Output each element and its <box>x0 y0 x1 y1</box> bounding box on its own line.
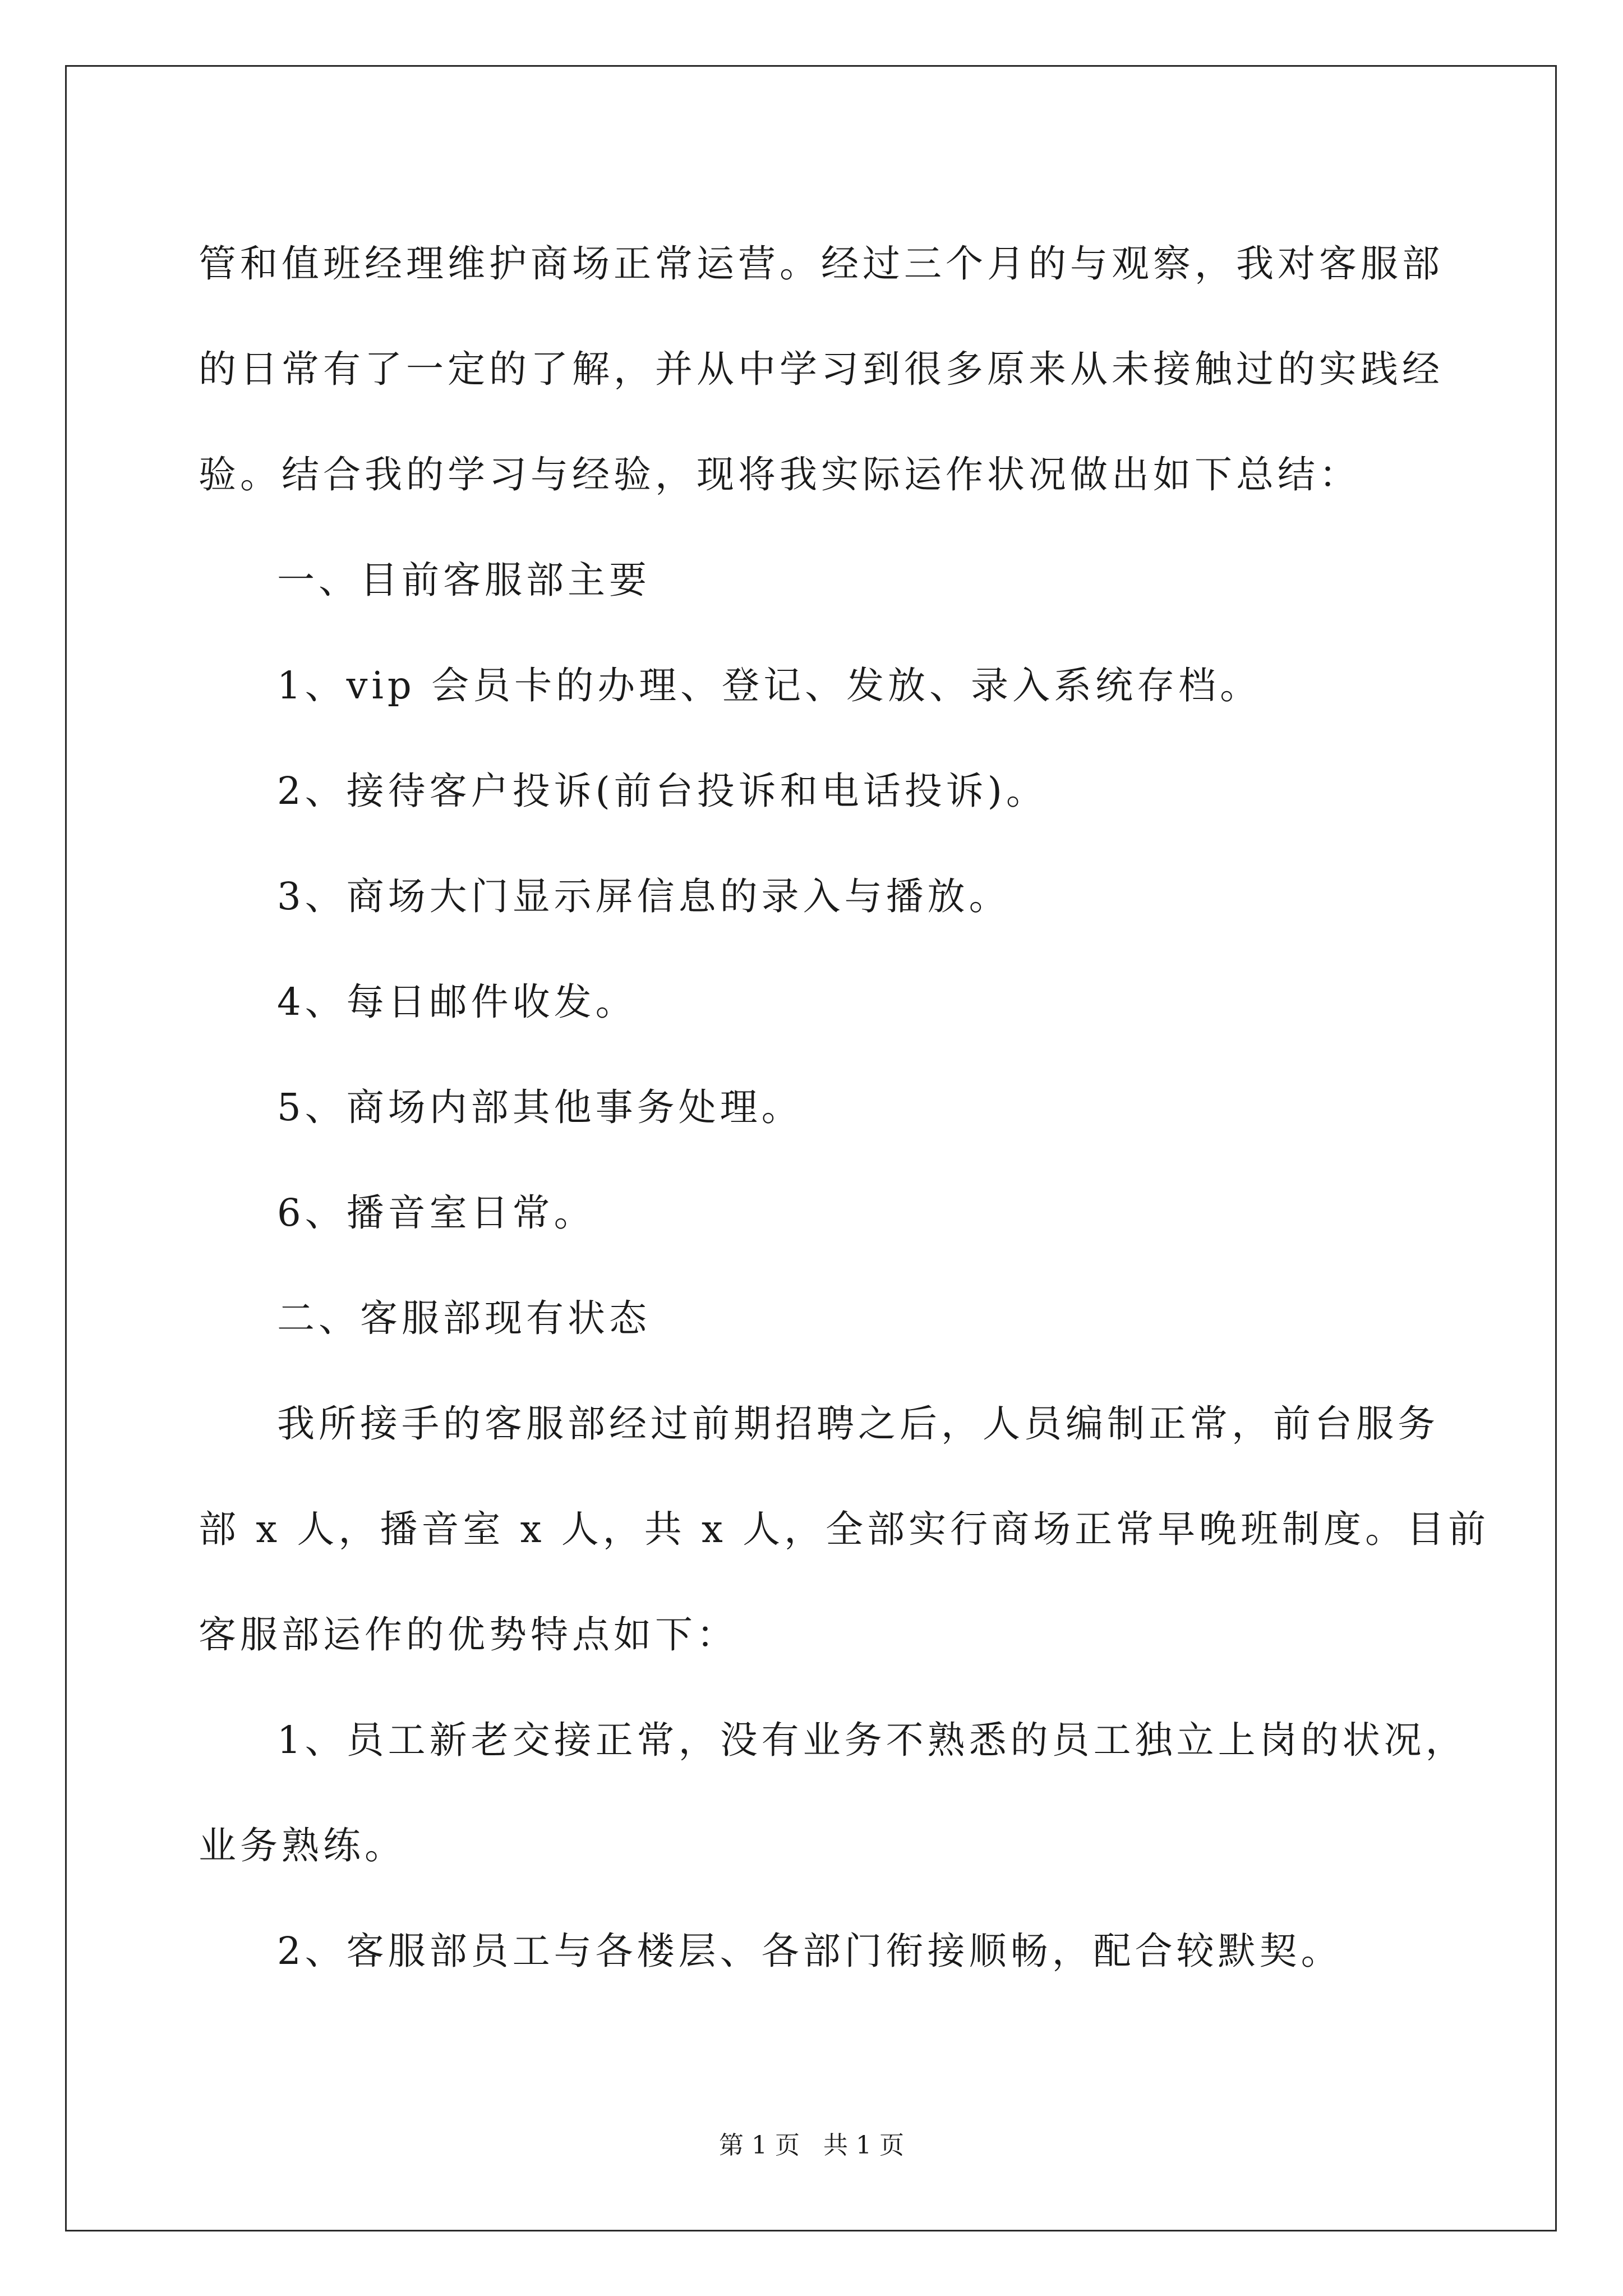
list-item: 5、商场内部其他事务处理。 <box>277 1085 803 1129</box>
section-heading-current-status: 二、客服部现有状态 <box>277 1296 651 1340</box>
list-item-multiline <box>199 1687 1467 1898</box>
paragraph-continuation <box>199 211 1444 527</box>
list-item: 2、客服部员工与各楼层、各部门衔接顺畅，配合较默契。 <box>277 1929 1343 1973</box>
list-item: 4、每日邮件收发。 <box>277 980 637 1024</box>
text-line: 我所接手的客服部经过前期招聘之后，人员编制正常，前台服务 <box>277 1402 1439 1446</box>
list-item: 2、接待客户投诉(前台投诉和电话投诉)。 <box>277 769 1048 813</box>
text-line: 管和值班经理维护商场正常运营。经过三个月的与观察，我对客服部 <box>199 242 1444 286</box>
section-heading-current-duties: 一、目前客服部主要 <box>277 558 651 602</box>
paragraph-staffing <box>199 1371 1490 1687</box>
document-body <box>199 211 1490 2004</box>
list-item: 3、商场大门显示屏信息的录入与播放。 <box>277 875 1011 918</box>
text-line: 业务熟练。 <box>199 1824 406 1867</box>
list-item: 1、vip 会员卡的办理、登记、发放、录入系统存档。 <box>277 664 1262 707</box>
text-line: 1、员工新老交接正常，没有业务不熟悉的员工独立上岗的状况， <box>277 1718 1467 1762</box>
text-line: 部 x 人，播音室 x 人，共 x 人，全部实行商场正常早晚班制度。目前 <box>199 1507 1490 1551</box>
text-line: 的日常有了一定的了解，并从中学习到很多原来从未接触过的实践经 <box>199 347 1444 391</box>
page-number-footer: 第 1 页 共 1 页 <box>719 2131 904 2160</box>
text-line: 客服部运作的优势特点如下： <box>199 1613 738 1657</box>
text-line: 验。结合我的学习与经验，现将我实际运作状况做出如下总结： <box>199 453 1361 496</box>
list-item: 6、播音室日常。 <box>277 1191 596 1235</box>
